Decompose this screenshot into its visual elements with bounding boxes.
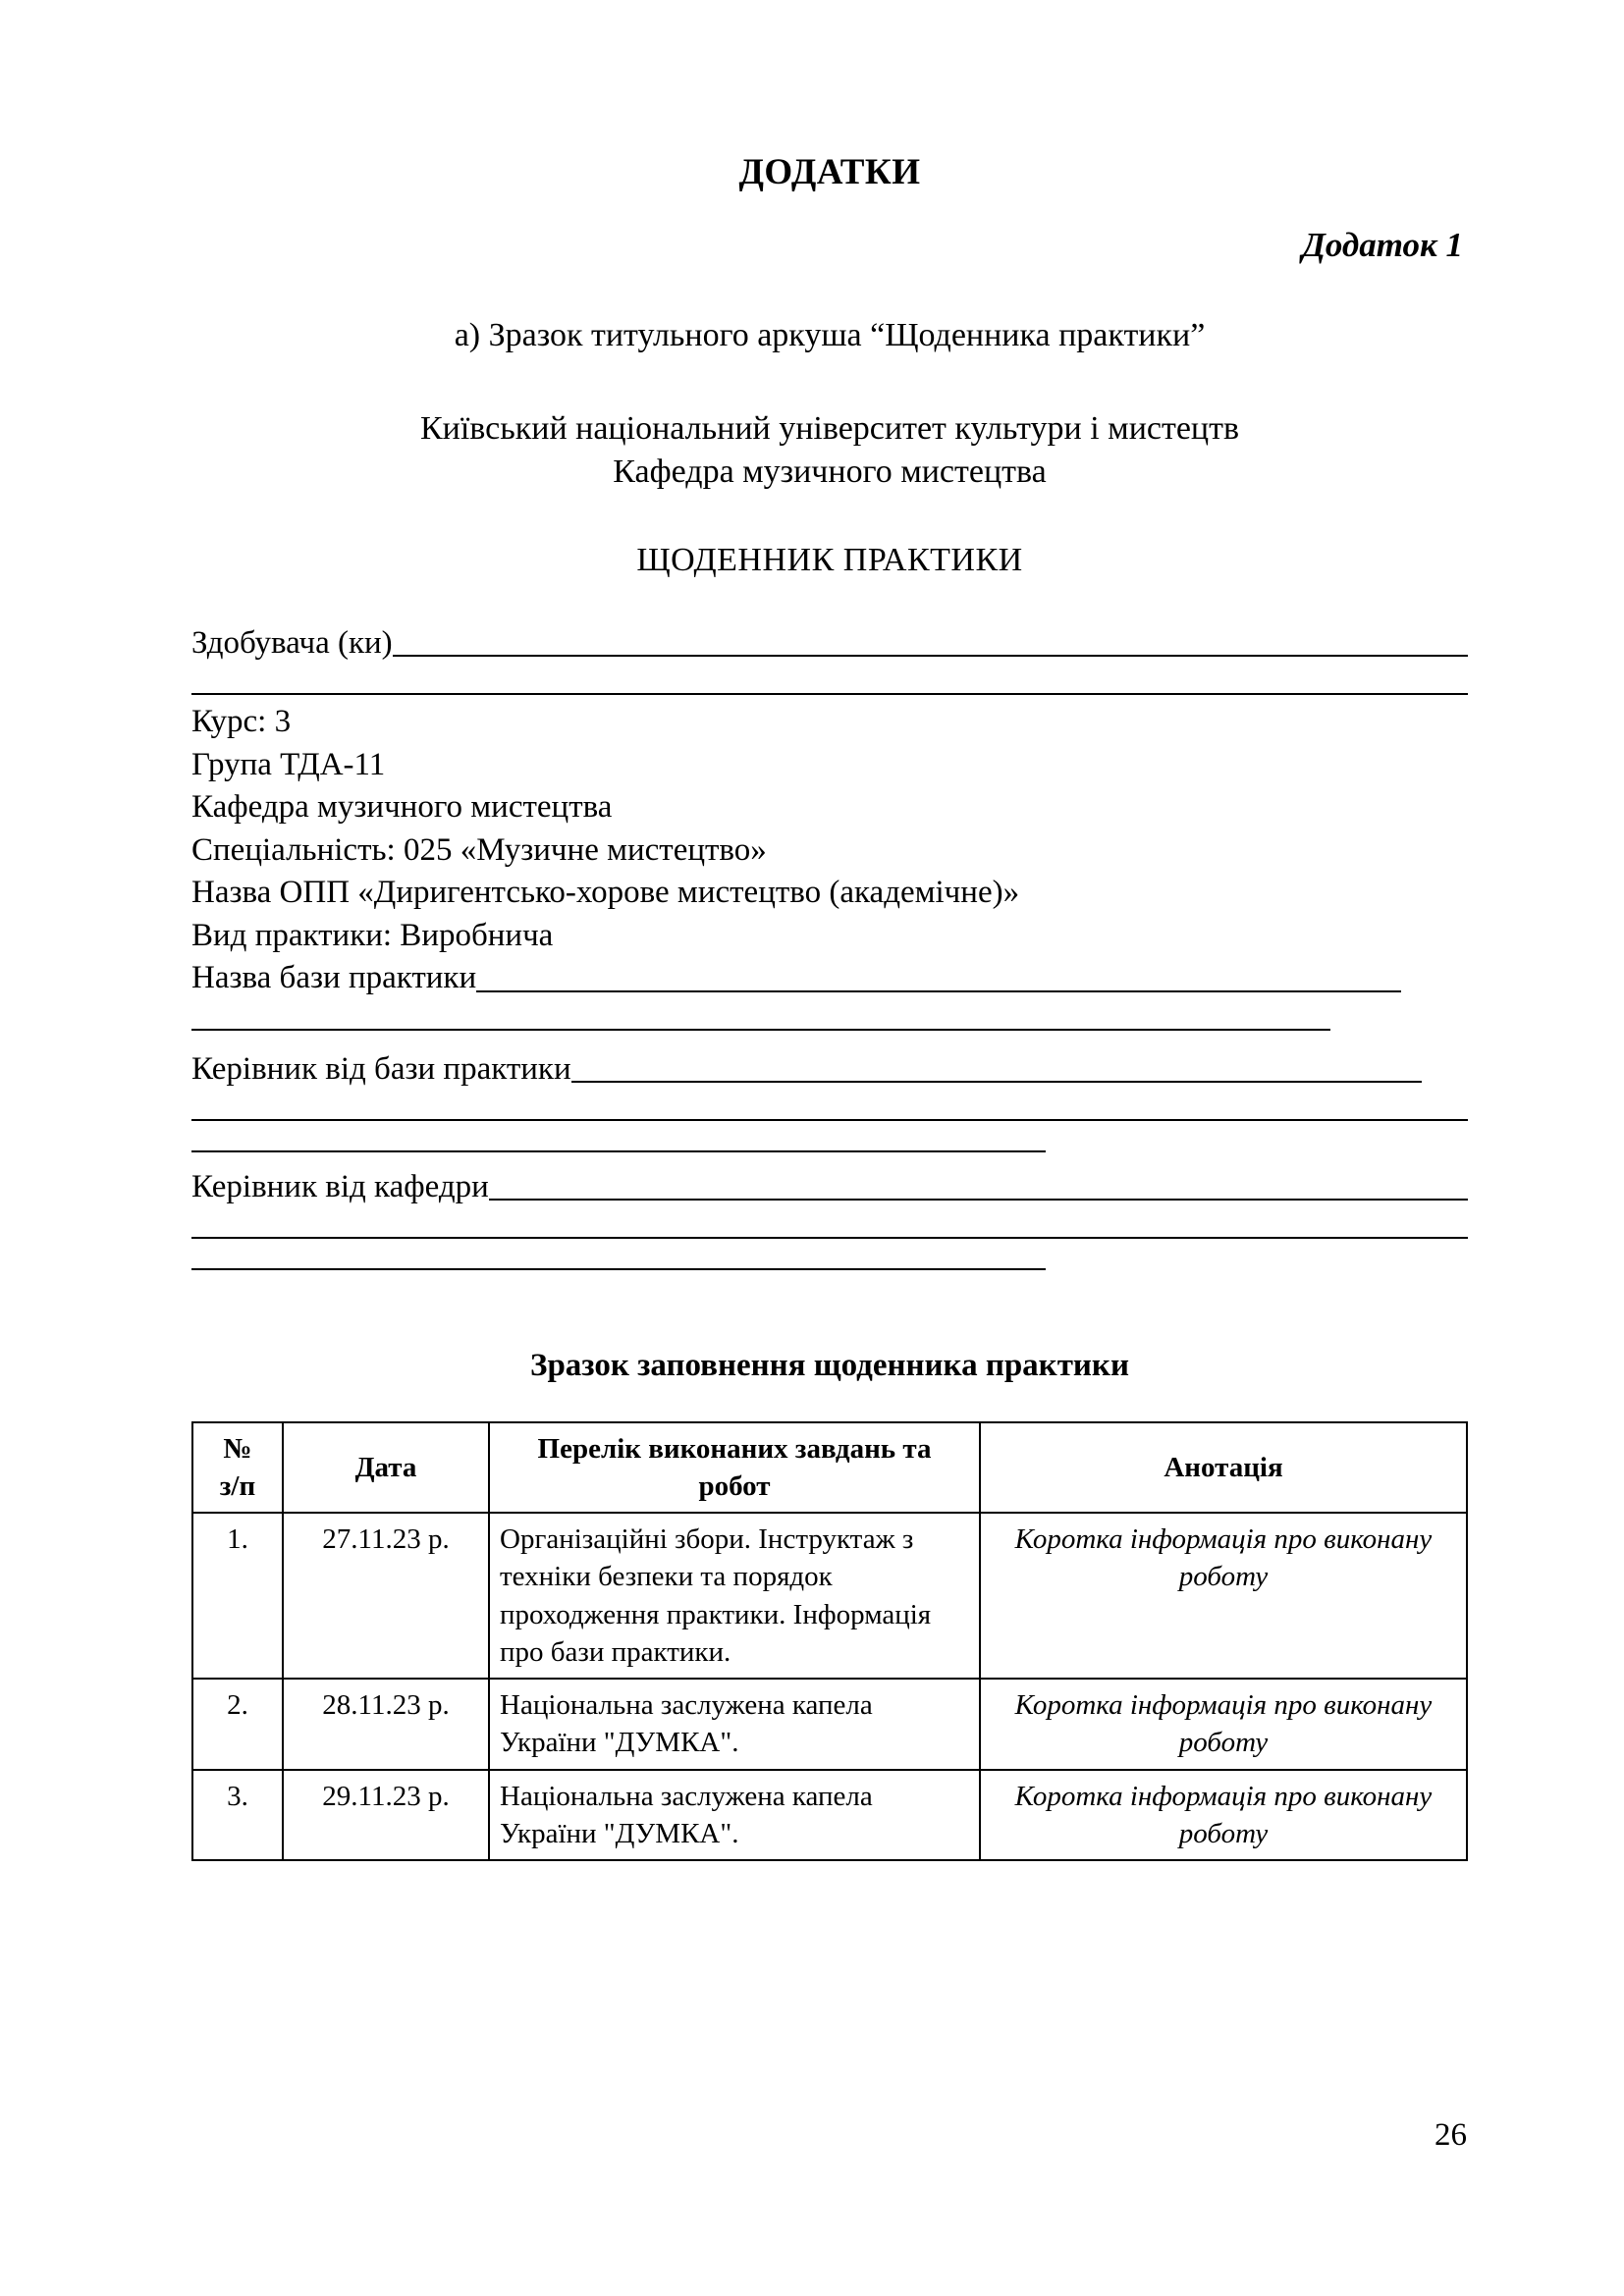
department-name: Кафедра музичного мистецтва	[613, 453, 1047, 490]
course-line: Курс: 3	[191, 704, 292, 739]
column-header-number-line2: з/п	[219, 1469, 256, 1502]
student-info-block	[191, 701, 1468, 957]
cell-date: 28.11.23 р.	[283, 1679, 489, 1770]
page-title: ДОДАТКИ	[738, 152, 921, 192]
sample-diary-table	[191, 1421, 1468, 1862]
department-supervisor-rule-2	[191, 1237, 1468, 1239]
department-supervisor-field-row	[191, 1166, 1468, 1207]
sample-table-caption: Зразок заповнення щоденника практики	[530, 1347, 1129, 1383]
column-header-number	[192, 1422, 283, 1514]
base-supervisor-label: Керівник від бази практики	[191, 1050, 571, 1087]
cell-tasks: Національна заслужена капела України "ДУМКА".	[489, 1679, 980, 1770]
column-header-tasks: Перелік виконаних завдань та робот	[489, 1422, 980, 1514]
base-supervisor-rule	[571, 1081, 1422, 1083]
column-header-date: Дата	[283, 1422, 489, 1514]
cell-date: 27.11.23 р.	[283, 1513, 489, 1679]
cell-date: 29.11.23 р.	[283, 1770, 489, 1861]
column-header-annotation: Анотація	[980, 1422, 1467, 1514]
base-supervisor-field-row	[191, 1048, 1468, 1090]
practice-base-rule	[476, 990, 1401, 992]
page-number: 26	[1435, 2117, 1467, 2153]
table-header-row	[192, 1422, 1467, 1514]
practice-type-line: Вид практики: Виробнича	[191, 917, 554, 953]
section-subtitle: а) Зразок титульного аркуша “Щоденника практики”	[454, 316, 1206, 353]
cell-annotation: Коротка інформація про виконану роботу	[980, 1679, 1467, 1770]
practice-base-label: Назва бази практики	[191, 960, 477, 996]
base-supervisor-rule-2	[191, 1119, 1468, 1121]
department-line: Кафедра музичного мистецтва	[191, 789, 613, 826]
page-content	[191, 0, 1468, 1861]
base-supervisor-rule-3	[191, 1150, 1046, 1152]
group-line: Група ТДА-11	[191, 746, 386, 782]
table-row	[192, 1770, 1467, 1861]
cell-tasks: Національна заслужена капела України "ДУМКА".	[489, 1770, 980, 1861]
student-field-row	[191, 622, 1468, 664]
department-supervisor-label: Керівник від кафедри	[191, 1168, 489, 1204]
department-supervisor-rule	[489, 1199, 1468, 1201]
title-page-form	[191, 622, 1468, 1270]
cell-annotation: Коротка інформація про виконану роботу	[980, 1770, 1467, 1861]
cell-number: 2.	[192, 1679, 283, 1770]
cell-number: 3.	[192, 1770, 283, 1861]
cell-tasks: Організаційні збори. Інструктаж з техніки безпеки та порядок проходження практики. Інформація про бази практики.	[489, 1513, 980, 1679]
cell-number: 1.	[192, 1513, 283, 1679]
table-row	[192, 1513, 1467, 1679]
student-field-rule	[393, 655, 1468, 657]
department-supervisor-rule-3	[191, 1268, 1046, 1270]
diary-heading: ЩОДЕННИК ПРАКТИКИ	[636, 541, 1023, 578]
column-header-number-line1: №	[223, 1432, 252, 1465]
appendix-number: Додаток 1	[1301, 225, 1463, 264]
practice-base-field-row	[191, 957, 1468, 998]
spacer	[191, 1031, 1468, 1048]
program-line: Назва ОПП «Диригентсько-хорове мистецтво (академічне)»	[191, 875, 1020, 911]
student-field-label: Здобувача (ки)	[191, 624, 393, 661]
table-row	[192, 1679, 1467, 1770]
cell-annotation: Коротка інформація про виконану роботу	[980, 1513, 1467, 1679]
university-name: Київський національний університет культури і мистецтв	[419, 409, 1240, 447]
student-field-rule-2	[191, 693, 1468, 695]
organization-block	[191, 407, 1468, 494]
specialty-line: Спеціальність: 025 «Музичне мистецтво»	[191, 831, 767, 868]
